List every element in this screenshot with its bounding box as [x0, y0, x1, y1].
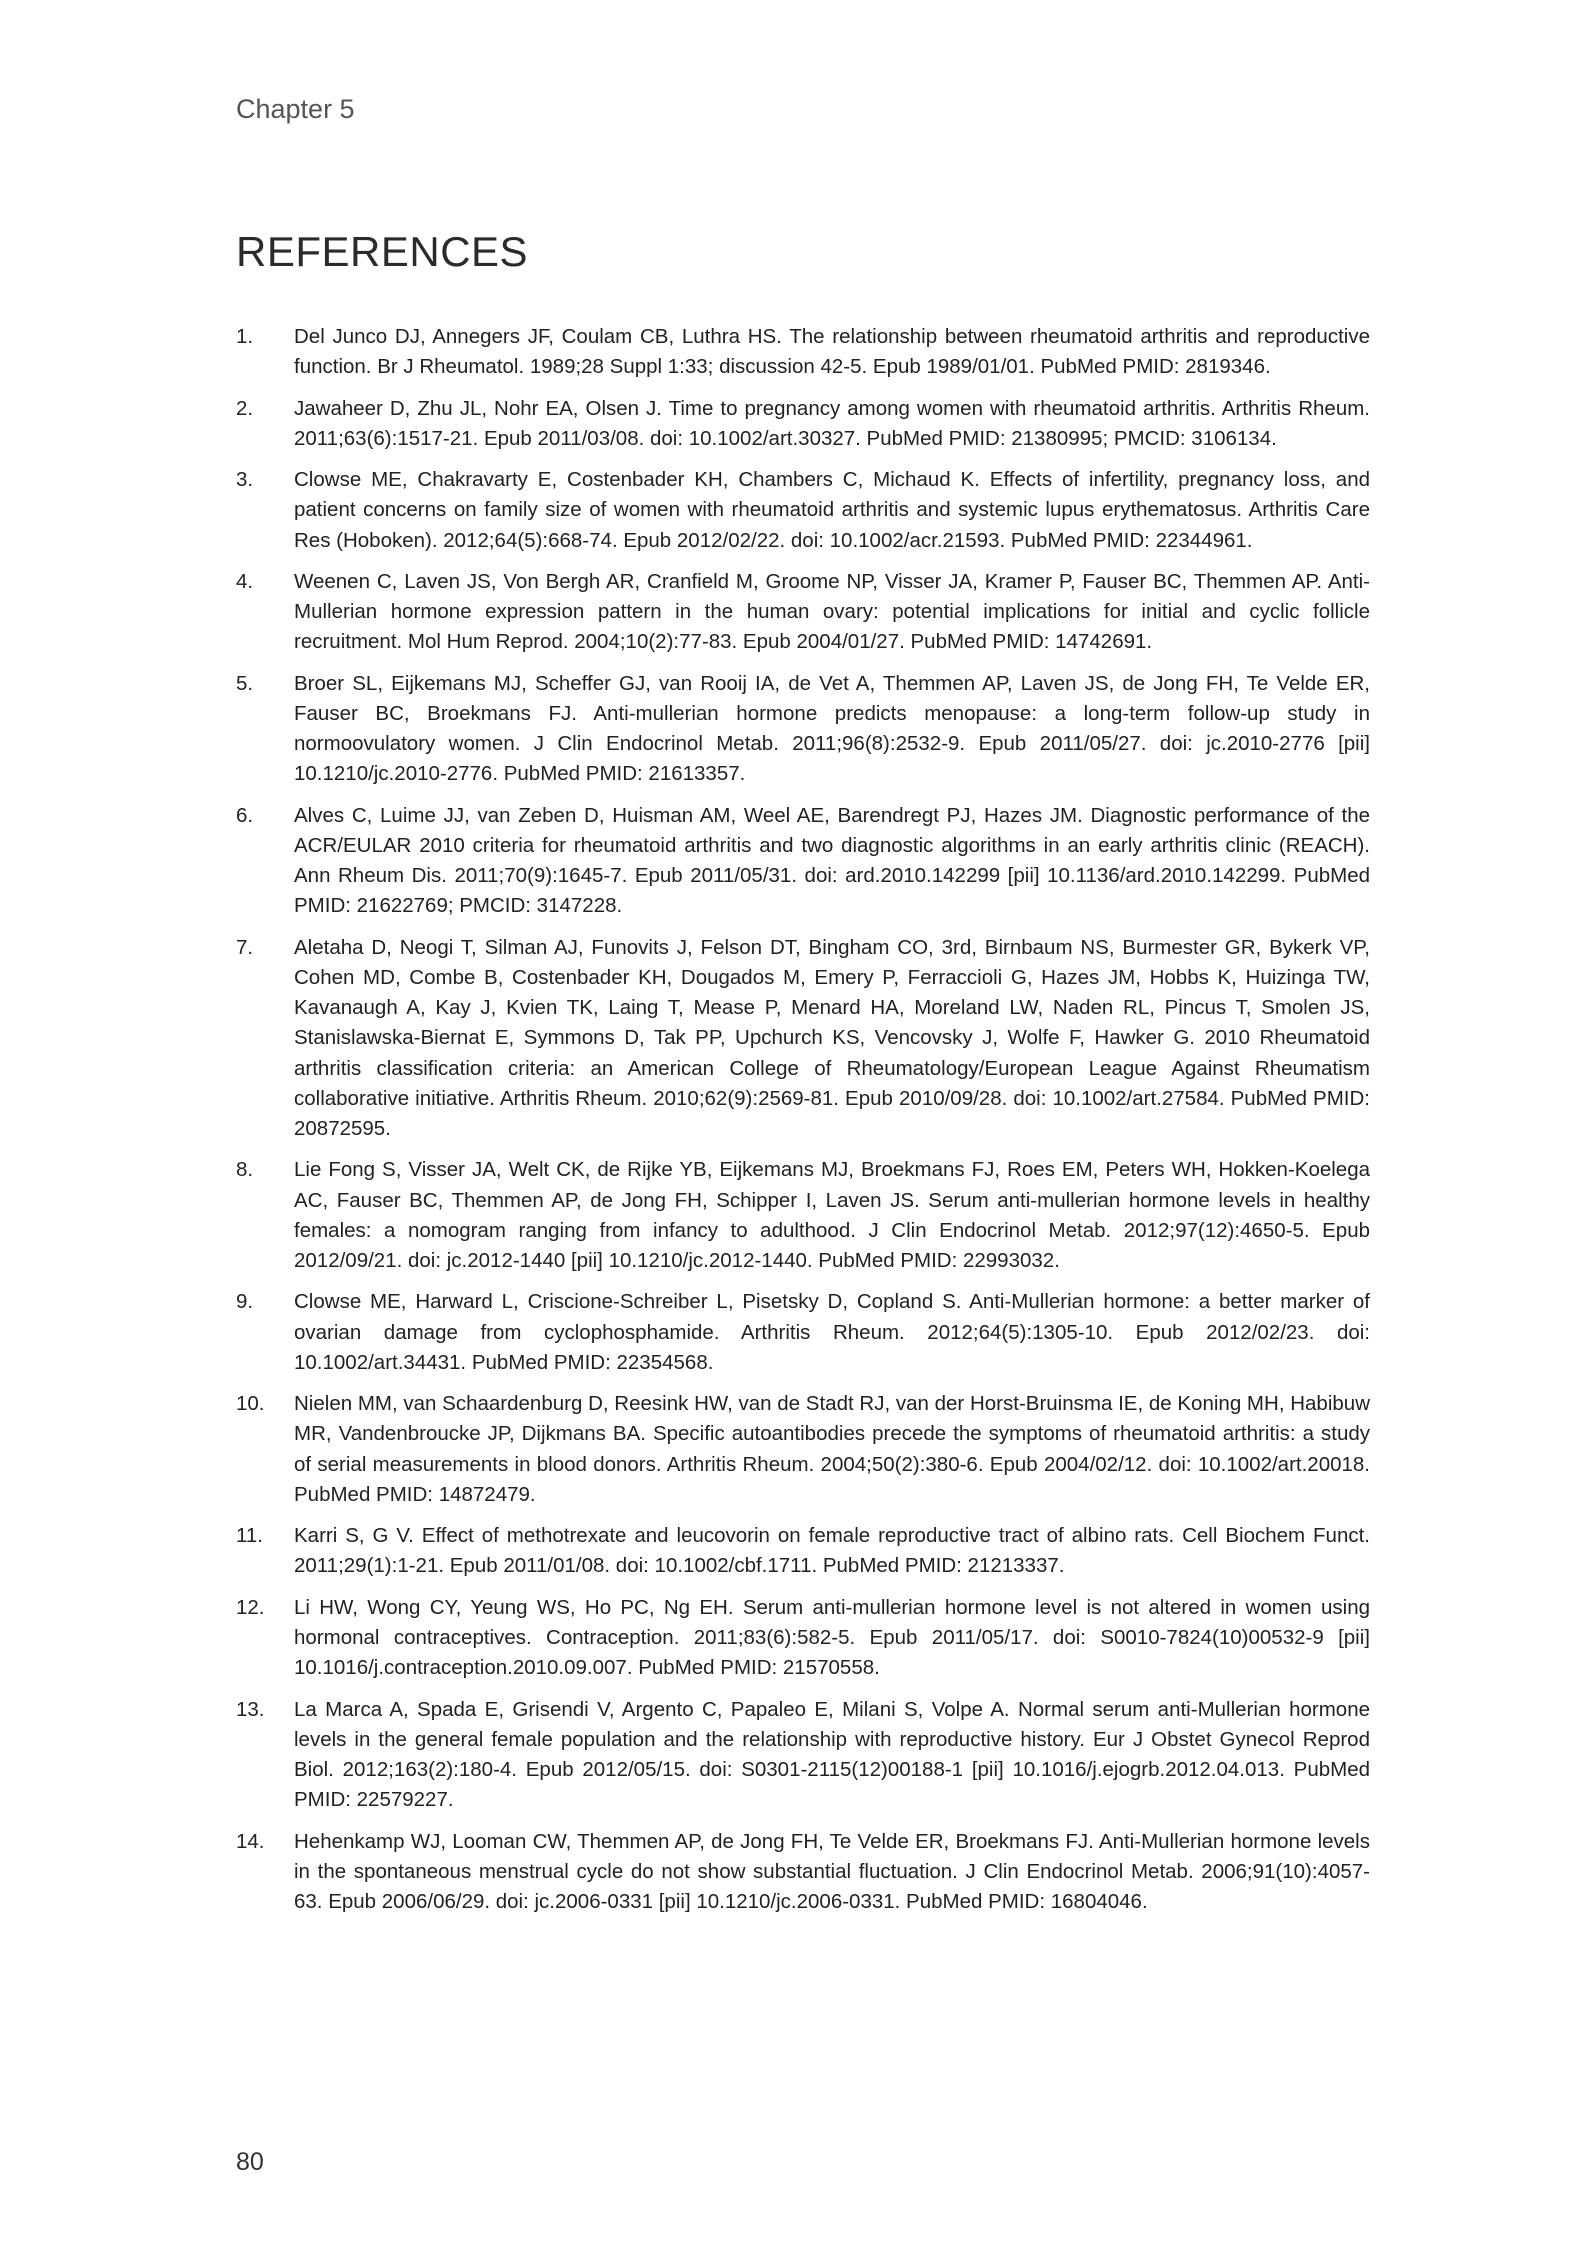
- page-number: 80: [236, 2148, 264, 2176]
- reference-text: Li HW, Wong CY, Yeung WS, Ho PC, Ng EH. Serum anti-mullerian hormone level is not altered in women using hormonal contraceptives. Contraception. 2011;83(6):582-5. Epub 2011/05/17. doi: S0010-7824(10)00532-9 [pii] 10.1016/j.contraception.2010.09.007. PubMed PMID: 21570558.: [294, 1595, 1370, 1680]
- reference-number: 3.: [236, 468, 254, 492]
- reference-text: Broer SL, Eijkemans MJ, Scheffer GJ, van Rooij IA, de Vet A, Themmen AP, Laven JS, de Jong FH, Te Velde ER, Fauser BC, Broekmans FJ. Anti-mullerian hormone predicts menopause: a long-term follow-up study in normoovulatory women. J Clin Endocrinol Metab. 2011;96(8):2532-9. Epub 2011/05/27. doi: jc.2010-2776 [pii] 10.1210/jc.2010-2776. PubMed PMID: 21613357.: [294, 671, 1370, 786]
- reference-item: [236, 465, 1370, 556]
- reference-item: [236, 801, 1370, 922]
- reference-number: 11.: [236, 1524, 263, 1548]
- reference-number: 1.: [236, 325, 254, 348]
- reference-text: Aletaha D, Neogi T, Silman AJ, Funovits J, Felson DT, Bingham CO, 3rd, Birnbaum NS, Burmester GR, Bykerk VP, Cohen MD, Combe B, Costenbader KH, Dougados M, Emery P, Ferraccioli G, Hazes JM, Hobbs K, Huizinga TW, Kavanaugh A, Kay J, Kvien TK, Laing T, Mease P, Menard HA, Moreland LW, Naden RL, Pincus T, Smolen JS, Stanislawska-Biernat E, Symmons D, Tak PP, Upchurch KS, Vencovsky J, Wolfe F, Hawker G. 2010 Rheumatoid arthritis classification criteria: an American College of Rheumatology/European League Against Rheumatism collaborative initiative. Arthritis Rheum. 2010;62(9):2569-81. Epub 2010/09/28. doi: 10.1002/art.27584. PubMed PMID: 20872595.: [294, 935, 1370, 1140]
- reference-number: 12.: [236, 1595, 265, 1619]
- reference-text: Weenen C, Laven JS, Von Bergh AR, Cranfield M, Groome NP, Visser JA, Kramer P, Fauser BC, Themmen AP. Anti-Mullerian hormone expression pattern in the human ovary: potential implications for initial and cyclic follicle recruitment. Mol Hum Reprod. 2004;10(2):77-83. Epub 2004/01/27. PubMed PMID: 14742691.: [294, 569, 1370, 654]
- reference-number: 8.: [236, 1158, 254, 1182]
- reference-text: Karri S, G V. Effect of methotrexate and leucovorin on female reproductive tract of albino rats. Cell Biochem Funct. 2011;29(1):1-21. Epub 2011/01/08. doi: 10.1002/cbf.1711. PubMed PMID: 21213337.: [294, 1524, 1370, 1578]
- reference-text: Del Junco DJ, Annegers JF, Coulam CB, Luthra HS. The relationship between rheumatoid arthritis and reproductive function. Br J Rheumatol. 1989;28 Suppl 1:33; discussion 42-5. Epub 1989/01/01. PubMed PMID: 2819346.: [294, 325, 1370, 379]
- reference-item: [236, 1827, 1370, 1918]
- reference-number: 14.: [236, 1829, 265, 1853]
- reference-text: Nielen MM, van Schaardenburg D, Reesink HW, van de Stadt RJ, van der Horst-Bruinsma IE, de Koning MH, Habibuw MR, Vandenbroucke JP, Dijkmans BA. Specific autoantibodies precede the symptoms of rheumatoid arthritis: a study of serial measurements in blood donors. Arthritis Rheum. 2004;50(2):380-6. Epub 2004/02/12. doi: 10.1002/art.20018. PubMed PMID: 14872479.: [294, 1392, 1370, 1506]
- reference-item: [236, 933, 1370, 1144]
- running-header: Chapter 5: [236, 94, 355, 124]
- reference-text: Jawaheer D, Zhu JL, Nohr EA, Olsen J. Time to pregnancy among women with rheumatoid arthritis. Arthritis Rheum. 2011;63(6):1517-21. Epub 2011/03/08. doi: 10.1002/art.30327. PubMed PMID: 21380995; PMCID: 3106134.: [294, 396, 1370, 450]
- reference-item: [236, 1155, 1370, 1276]
- reference-item: [236, 1389, 1370, 1510]
- reference-item: [236, 567, 1370, 658]
- reference-number: 2.: [236, 396, 254, 420]
- reference-number: 10.: [236, 1392, 265, 1416]
- reference-item: [236, 1287, 1370, 1378]
- reference-list: [236, 322, 1370, 1928]
- reference-text: Clowse ME, Harward L, Criscione-Schreiber L, Pisetsky D, Copland S. Anti-Mullerian hormone: a better marker of ovarian damage from cyclophosphamide. Arthritis Rheum. 2012;64(5):1305-10. Epub 2012/02/23. doi: 10.1002/art.34431. PubMed PMID: 22354568.: [294, 1290, 1370, 1374]
- reference-text: La Marca A, Spada E, Grisendi V, Argento C, Papaleo E, Milani S, Volpe A. Normal serum anti-Mullerian hormone levels in the general female population and the relationship with reproductive history. Eur J Obstet Gynecol Reprod Biol. 2012;163(2):180-4. Epub 2012/05/15. doi: S0301-2115(12)00188-1 [pii] 10.1016/j.ejogrb.2012.04.013. PubMed PMID: 22579227.: [294, 1697, 1370, 1812]
- reference-text: Alves C, Luime JJ, van Zeben D, Huisman AM, Weel AE, Barendregt PJ, Hazes JM. Diagnostic performance of the ACR/EULAR 2010 criteria for rheumatoid arthritis and two diagnostic algorithms in an early arthritis clinic (REACH). Ann Rheum Dis. 2011;70(9):1645-7. Epub 2011/05/31. doi: ard.2010.142299 [pii] 10.1136/ard.2010.142299. PubMed PMID: 21622769; PMCID: 3147228.: [294, 803, 1370, 918]
- reference-text: Hehenkamp WJ, Looman CW, Themmen AP, de Jong FH, Te Velde ER, Broekmans FJ. Anti-Mullerian hormone levels in the spontaneous menstrual cycle do not show substantial fluctuation. J Clin Endocrinol Metab. 2006;91(10):4057-63. Epub 2006/06/29. doi: jc.2006-0331 [pii] 10.1210/jc.2006-0331. PubMed PMID: 16804046.: [294, 1829, 1370, 1913]
- reference-item: [236, 322, 1370, 382]
- reference-number: 4.: [236, 569, 254, 593]
- reference-text: Clowse ME, Chakravarty E, Costenbader KH, Chambers C, Michaud K. Effects of infertility, pregnancy loss, and patient concerns on family size of women with rheumatoid arthritis and systemic lupus erythematosus. Arthritis Care Res (Hoboken). 2012;64(5):668-74. Epub 2012/02/22. doi: 10.1002/acr.21593. PubMed PMID: 22344961.: [294, 468, 1370, 552]
- reference-text: Lie Fong S, Visser JA, Welt CK, de Rijke YB, Eijkemans MJ, Broekmans FJ, Roes EM, Peters WH, Hokken-Koelega AC, Fauser BC, Themmen AP, de Jong FH, Schipper I, Laven JS. Serum anti-mullerian hormone levels in healthy females: a nomogram ranging from infancy to adulthood. J Clin Endocrinol Metab. 2012;97(12):4650-5. Epub 2012/09/21. doi: jc.2012-1440 [pii] 10.1210/jc.2012-1440. PubMed PMID: 22993032.: [294, 1158, 1370, 1272]
- reference-number: 5.: [236, 671, 254, 695]
- reference-number: 7.: [236, 935, 254, 959]
- section-title: REFERENCES: [236, 228, 529, 275]
- reference-item: [236, 394, 1370, 454]
- reference-number: 6.: [236, 803, 254, 827]
- reference-item: [236, 1695, 1370, 1816]
- reference-number: 9.: [236, 1290, 254, 1314]
- reference-number: 13.: [236, 1697, 265, 1721]
- reference-item: [236, 1521, 1370, 1581]
- reference-item: [236, 1593, 1370, 1684]
- reference-item: [236, 669, 1370, 790]
